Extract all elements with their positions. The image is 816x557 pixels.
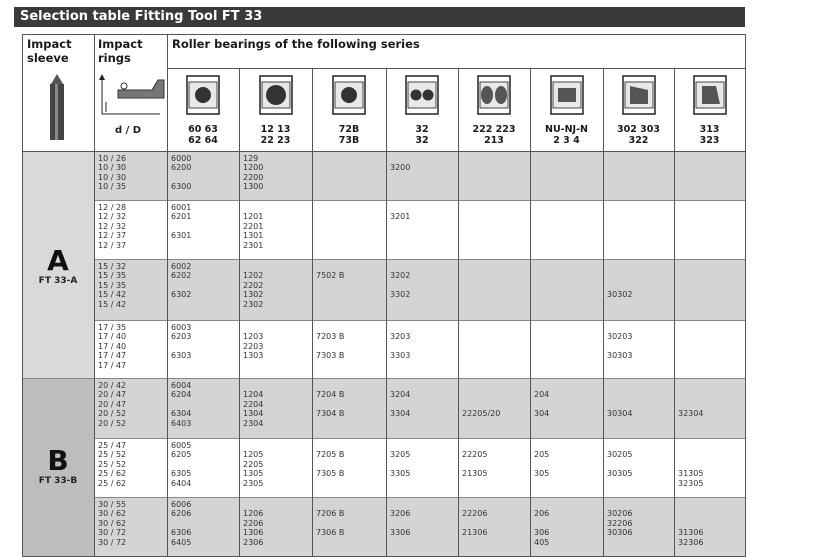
bearing-number-cell: 32304 — [678, 409, 704, 419]
bearing-series-icon — [185, 74, 221, 118]
series-label-line2: 32 — [415, 135, 429, 146]
series-label-line1: 72B — [338, 124, 360, 135]
bearing-number-cell: 1205 2205 1305 2305 — [243, 450, 264, 488]
row-shade — [94, 438, 745, 497]
bearing-number-cell: 30302 — [607, 290, 633, 300]
grid-line — [22, 378, 745, 379]
bearing-number-cell: 3204 3304 — [390, 390, 411, 419]
series-label-line1: NU-NJ-N — [545, 124, 588, 135]
impact-sleeve-header: Impact sleeve — [27, 37, 72, 65]
bearing-number-cell: 22205/20 — [462, 409, 501, 419]
series-label-line1: 222 223 — [472, 124, 516, 135]
grid-line — [674, 68, 675, 557]
grid-line — [94, 259, 745, 260]
grid-line — [94, 438, 745, 439]
row-shade — [94, 259, 745, 320]
bearing-series-icon — [476, 74, 512, 118]
row-shade — [94, 151, 745, 200]
bearing-number-cell: 3206 3306 — [390, 509, 411, 538]
grid-line — [22, 34, 23, 557]
series-label — [239, 124, 312, 146]
bearing-number-cell: 3202 3302 — [390, 271, 411, 300]
grid-line — [22, 151, 745, 152]
bearing-number-cell: 3200 — [390, 163, 411, 173]
bearing-series-icon — [404, 74, 440, 118]
bearing-series-icon — [692, 74, 728, 118]
bearing-number-cell: 30205 30305 — [607, 450, 633, 479]
series-label — [386, 124, 458, 146]
bearing-number-cell: 205 305 — [534, 450, 550, 479]
grid-line — [94, 320, 745, 321]
bearing-number-cell: 22206 21306 — [462, 509, 488, 538]
bearing-number-cell: 7205 B 7305 B — [316, 450, 345, 479]
bearing-number-cell: 6001 6201 6301 — [171, 203, 192, 241]
selection-table — [22, 34, 745, 557]
ring-size-cell: 25 / 47 25 / 52 25 / 52 25 / 62 25 / 62 — [98, 441, 127, 488]
bearing-number-cell: 1206 2206 1306 2306 — [243, 509, 264, 547]
roller-bearings-header: Roller bearings of the following series — [172, 37, 420, 51]
series-label-line1: 60 63 — [188, 124, 218, 135]
bearing-number-cell: 206 306 405 — [534, 509, 550, 547]
bearing-series-icon — [621, 74, 657, 118]
series-label-line1: 313 — [699, 124, 720, 135]
grid-line — [458, 68, 459, 557]
series-label — [312, 124, 386, 146]
bearing-number-cell: 6002 6202 6302 — [171, 262, 192, 300]
bearing-number-cell: 30203 30303 — [607, 332, 633, 361]
grid-line — [745, 34, 746, 557]
series-label-line2: 73B — [338, 135, 360, 146]
series-label-line2: 2 3 4 — [553, 135, 580, 146]
grid-line — [530, 68, 531, 557]
ring-size-cell: 17 / 35 17 / 40 17 / 40 17 / 47 17 / 47 — [98, 323, 127, 370]
group-b-letter: B — [47, 444, 69, 477]
grid-line — [94, 34, 95, 557]
series-label-line2: 213 — [484, 135, 504, 146]
bearing-number-cell: 3205 3305 — [390, 450, 411, 479]
bearing-number-cell: 1202 2202 1302 2302 — [243, 271, 264, 309]
bearing-number-cell: 1203 2203 1303 — [243, 332, 264, 361]
series-label-line1: 12 13 — [260, 124, 291, 135]
bearing-number-cell: 6000 6200 6300 — [171, 154, 192, 192]
series-label-line2: 323 — [699, 135, 720, 146]
series-label — [603, 124, 674, 146]
grid-line — [94, 200, 745, 201]
bearing-number-cell: 7502 B — [316, 271, 345, 281]
group-a-letter: A — [47, 244, 69, 277]
bearing-number-cell: 1201 2201 1301 2301 — [243, 212, 264, 250]
bearing-number-cell: 6006 6206 6306 6405 — [171, 500, 192, 547]
series-label-line2: 22 23 — [260, 135, 291, 146]
bearing-number-cell: 129 1200 2200 1300 — [243, 154, 264, 192]
grid-line — [239, 68, 240, 557]
ring-size-cell: 30 / 55 30 / 62 30 / 62 30 / 72 30 / 72 — [98, 500, 127, 547]
bearing-number-cell: 6003 6203 6303 — [171, 323, 192, 361]
bearing-number-cell: 6005 6205 6305 6404 — [171, 441, 192, 488]
series-label — [674, 124, 745, 146]
group-a-name: FT 33-A — [38, 276, 78, 286]
bearing-number-cell: 7203 B 7303 B — [316, 332, 345, 361]
series-label — [530, 124, 603, 146]
bearing-number-cell: 6004 6204 6304 6403 — [171, 381, 192, 428]
bearing-series-icon — [331, 74, 367, 118]
grid-line — [94, 497, 745, 498]
grid-line — [167, 34, 168, 557]
series-label-line2: 322 — [628, 135, 649, 146]
impact-rings-header: Impact rings — [98, 37, 143, 65]
impact-ring-icon — [96, 72, 166, 116]
row-shade — [94, 497, 745, 557]
series-label-line2: 62 64 — [188, 135, 218, 146]
series-label-line1: 302 303 — [617, 124, 660, 135]
bearing-number-cell: 30206 32206 30306 — [607, 509, 633, 538]
series-label — [458, 124, 530, 146]
bearing-number-cell: 31305 32305 — [678, 469, 704, 488]
d-over-D-label: d / D — [115, 125, 142, 136]
grid-line — [386, 68, 387, 557]
bearing-number-cell: 30304 — [607, 409, 633, 419]
grid-line — [312, 68, 313, 557]
series-label — [167, 124, 239, 146]
ring-size-cell: 20 / 42 20 / 47 20 / 47 20 / 52 20 / 52 — [98, 381, 127, 428]
bearing-series-icon — [258, 74, 294, 118]
bearing-number-cell: 3201 — [390, 212, 411, 222]
row-shade — [94, 200, 745, 259]
ring-size-cell: 15 / 32 15 / 35 15 / 35 15 / 42 15 / 42 — [98, 262, 127, 309]
ring-size-cell: 10 / 26 10 / 30 10 / 30 10 / 35 — [98, 154, 127, 192]
bearing-number-cell: 1204 2204 1304 2304 — [243, 390, 264, 428]
grid-line — [22, 34, 745, 35]
group-b-name: FT 33-B — [38, 476, 78, 486]
row-shade — [94, 378, 745, 438]
bearing-number-cell: 31306 32306 — [678, 528, 704, 547]
impact-sleeve-icon — [42, 74, 72, 142]
bearing-number-cell: 7206 B 7306 B — [316, 509, 345, 538]
grid-line — [167, 68, 745, 69]
grid-line — [603, 68, 604, 557]
series-label-line1: 32 — [415, 124, 429, 135]
ring-size-cell: 12 / 28 12 / 32 12 / 32 12 / 37 12 / 37 — [98, 203, 127, 250]
table-title: Selection table Fitting Tool FT 33 — [14, 7, 745, 27]
bearing-number-cell: 204 304 — [534, 390, 550, 419]
row-shade — [94, 320, 745, 378]
bearing-number-cell: 22205 21305 — [462, 450, 488, 479]
bearing-series-icon — [549, 74, 585, 118]
bearing-number-cell: 3203 3303 — [390, 332, 411, 361]
bearing-number-cell: 7204 B 7304 B — [316, 390, 345, 419]
